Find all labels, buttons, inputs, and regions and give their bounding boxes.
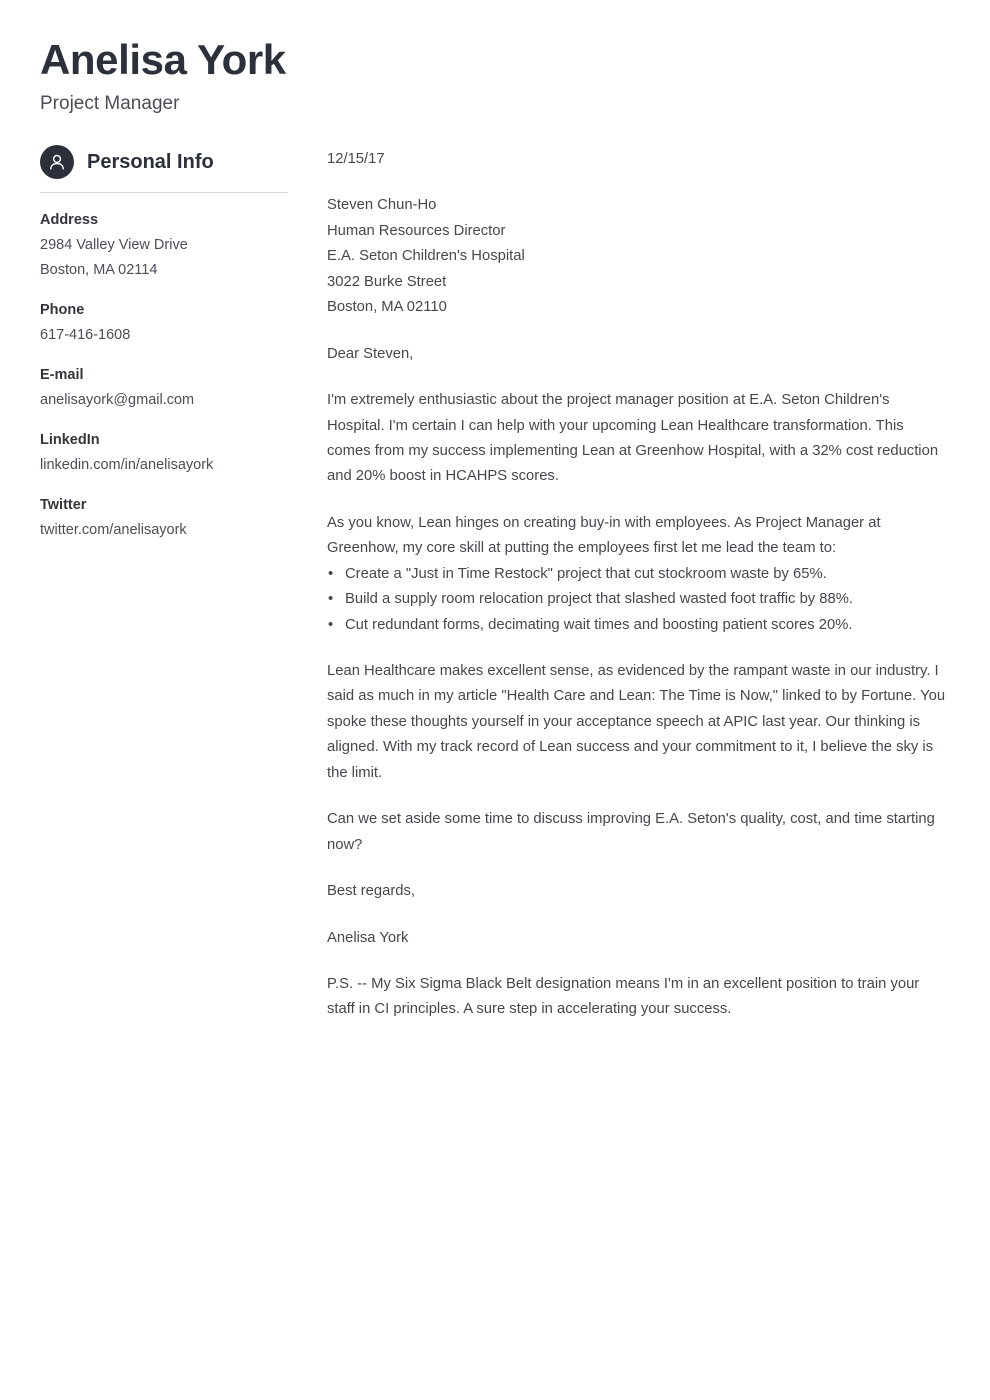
list-item: • Build a supply room relocation project that slashed wasted foot traffic by 88%. (327, 587, 946, 612)
signature: Anelisa York (327, 929, 409, 946)
document-header (40, 36, 940, 116)
page-title: Anelisa York (40, 36, 286, 83)
info-group-email (40, 365, 288, 413)
sidebar-section-title: Personal Info (87, 151, 214, 173)
info-label: Phone (40, 301, 85, 318)
paragraph-alignment: Lean Healthcare makes excellent sense, as evidenced by the rampant waste in our industry. I said as much in my article "Health Care and Lean: The Time is Now," linked to by Fortune. You spoke these thoughts yourself in your acceptance speech at APIC last year. Our thinking is aligned. With my track record of Lean success and your commitment to it, I believe the sky is the limit. (327, 663, 946, 781)
job-title: Project Manager (40, 93, 180, 115)
list-item: • Create a "Just in Time Restock" project that cut stockroom waste by 65%. (327, 562, 946, 587)
spacer (327, 638, 946, 659)
sidebar-section-header (40, 145, 288, 193)
info-label: Address (40, 212, 99, 228)
recipient-street: 3022 Burke Street (327, 273, 447, 290)
person-icon (40, 145, 74, 179)
list-item: • Cut redundant forms, decimating wait times and boosting patient scores 20%. (327, 613, 946, 638)
recipient-title: Human Resources Director (327, 222, 506, 239)
salutation: Dear Steven, (327, 345, 414, 362)
info-group-twitter (40, 495, 288, 543)
info-value-twitter[interactable]: twitter.com/anelisayork (40, 521, 187, 538)
info-value: 2984 Valley View Drive (40, 237, 188, 254)
info-value-linkedin[interactable]: linkedin.com/in/anelisayork (40, 456, 214, 473)
recipient-company: E.A. Seton Children's Hospital (327, 248, 525, 265)
letter-date: 12/15/17 (327, 151, 385, 167)
info-group-address (40, 210, 288, 283)
recipient-city: Boston, MA 02110 (327, 299, 447, 316)
info-value-email[interactable]: anelisayork@gmail.com (40, 391, 195, 408)
achievements-list (327, 562, 946, 638)
info-label: E-mail (40, 366, 84, 383)
salutation-block (327, 342, 946, 367)
info-label: LinkedIn (40, 431, 100, 448)
letter-date-block (327, 147, 946, 172)
info-group-phone (40, 300, 288, 348)
closing: Best regards, (327, 883, 416, 900)
info-value: Boston, MA 02114 (40, 261, 158, 278)
postscript: P.S. -- My Six Sigma Black Belt designation means I'm in an excellent position to train your staff in CI principles. A sure step in accelerating your success. (327, 975, 920, 1018)
info-value: 617-416-1608 (40, 326, 131, 343)
paragraph-call-to-action: Can we set aside some time to discuss improving E.A. Seton's quality, cost, and time starting now? (327, 811, 935, 853)
recipient-name: Steven Chun-Ho (327, 197, 437, 214)
info-group-linkedin (40, 430, 288, 478)
paragraph-achievements-lead: As you know, Lean hinges on creating buy-in with employees. As Project Manager at Greenhow, my core skill at putting the employees first let me lead the team to: (327, 514, 881, 557)
sidebar-personal-info (40, 145, 288, 543)
paragraph-intro: I'm extremely enthusiastic about the project manager position at E.A. Seton Children's Hospital. I'm certain I can help with your upcoming Lean Healthcare transformation. This comes from my success implementing Lean at Greenhow Hospital, with a 32% cost reduction and 20% boost in HCAHPS scores. (327, 392, 939, 485)
recipient-address-block (327, 193, 946, 320)
info-label: Twitter (40, 496, 87, 513)
letter-body (327, 147, 946, 1023)
